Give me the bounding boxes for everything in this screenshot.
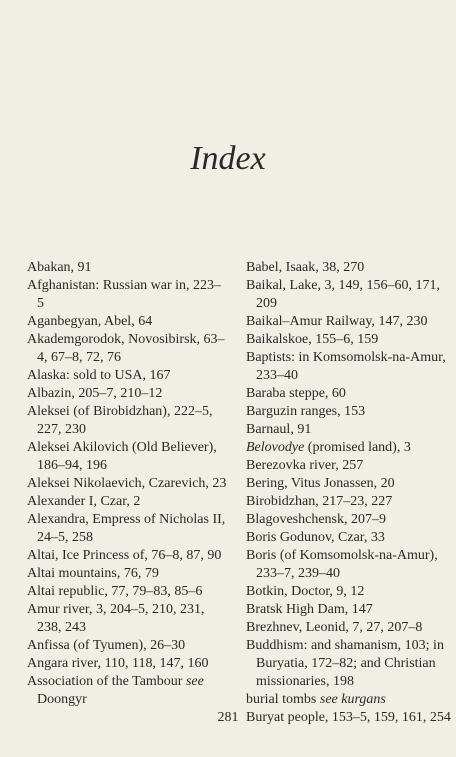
index-entry: Botkin, Doctor, 9, 12 xyxy=(246,584,365,599)
index-entry: Buryat people, 153–5, 159, 161, 254 xyxy=(246,710,451,725)
index-entry xyxy=(246,439,451,457)
entry-text: burial tombs xyxy=(246,692,320,707)
index-entry: Bering, Vitus Jonassen, 20 xyxy=(246,476,395,491)
entry-text: Doongyr xyxy=(37,692,87,707)
index-entry: Altai, Ice Princess of, 76–8, 87, 90 xyxy=(27,548,222,563)
index-entry: Barguzin ranges, 153 xyxy=(246,404,366,419)
index-entry: Abakan, 91 xyxy=(27,260,92,275)
index-entry: Birobidzhan, 217–23, 227 xyxy=(246,494,393,509)
index-entry: Altai mountains, 76, 79 xyxy=(27,566,159,581)
index-entry: Buddhism: and shamanism, 103; in Buryatia, 172–82; and Christian missionaries, 198 xyxy=(246,638,444,689)
index-entry: Aleksei Nikolaevich, Czarevich, 23 xyxy=(27,476,227,491)
index-entry: Baraba steppe, 60 xyxy=(246,386,346,401)
index-entry xyxy=(246,691,451,709)
entry-text: (promised land), 3 xyxy=(304,440,411,455)
index-entry xyxy=(27,673,227,709)
index-column-right xyxy=(246,259,451,727)
index-entry: Anfissa (of Tyumen), 26–30 xyxy=(27,638,186,653)
see-reference: see xyxy=(185,674,204,689)
index-entry: Alexandra, Empress of Nicholas II, 24–5, 258 xyxy=(27,512,226,545)
page-title: Index xyxy=(190,140,266,177)
index-entry: Babel, Isaak, 38, 270 xyxy=(246,260,365,275)
index-entry: Angara river, 110, 118, 147, 160 xyxy=(27,656,209,671)
index-entry: Aleksei Akilovich (Old Believer), 186–94, 196 xyxy=(27,440,217,473)
index-column-left xyxy=(27,259,227,709)
see-reference: see kurgans xyxy=(319,692,386,707)
entry-italic-term: Belovodye xyxy=(246,440,305,455)
index-entry: Brezhnev, Leonid, 7, 27, 207–8 xyxy=(246,620,423,635)
entry-text: Association of the Tambour xyxy=(27,674,183,689)
index-entry: Aganbegyan, Abel, 64 xyxy=(27,314,153,329)
index-entry: Afghanistan: Russian war in, 223–5 xyxy=(27,278,222,311)
index-entry: Alexander I, Czar, 2 xyxy=(27,494,141,509)
index-entry: Amur river, 3, 204–5, 210, 231, 238, 243 xyxy=(27,602,205,635)
index-entry: Alaska: sold to USA, 167 xyxy=(27,368,171,383)
index-entry: Baikalskoe, 155–6, 159 xyxy=(246,332,379,347)
index-entry: Berezovka river, 257 xyxy=(246,458,364,473)
index-entry: Barnaul, 91 xyxy=(246,422,312,437)
index-entry: Baptists: in Komsomolsk-na-Amur, 233–40 xyxy=(246,350,446,383)
index-entry: Aleksei (of Birobidzhan), 222–5, 227, 230 xyxy=(27,404,213,437)
index-entry: Baikal–Amur Railway, 147, 230 xyxy=(246,314,428,329)
index-entry: Albazin, 205–7, 210–12 xyxy=(27,386,163,401)
index-entry: Bratsk High Dam, 147 xyxy=(246,602,373,617)
index-entry: Akademgorodok, Novosibirsk, 63–4, 67–8, 72, 76 xyxy=(27,332,225,365)
index-entry: Blagoveshchensk, 207–9 xyxy=(246,512,386,527)
index-entry: Boris (of Komsomolsk-na-Amur), 233–7, 239–40 xyxy=(246,548,438,581)
index-entry: Altai republic, 77, 79–83, 85–6 xyxy=(27,584,203,599)
index-entry: Baikal, Lake, 3, 149, 156–60, 171, 209 xyxy=(246,278,441,311)
index-entry: Boris Godunov, Czar, 33 xyxy=(246,530,385,545)
page-number: 281 xyxy=(217,710,239,725)
